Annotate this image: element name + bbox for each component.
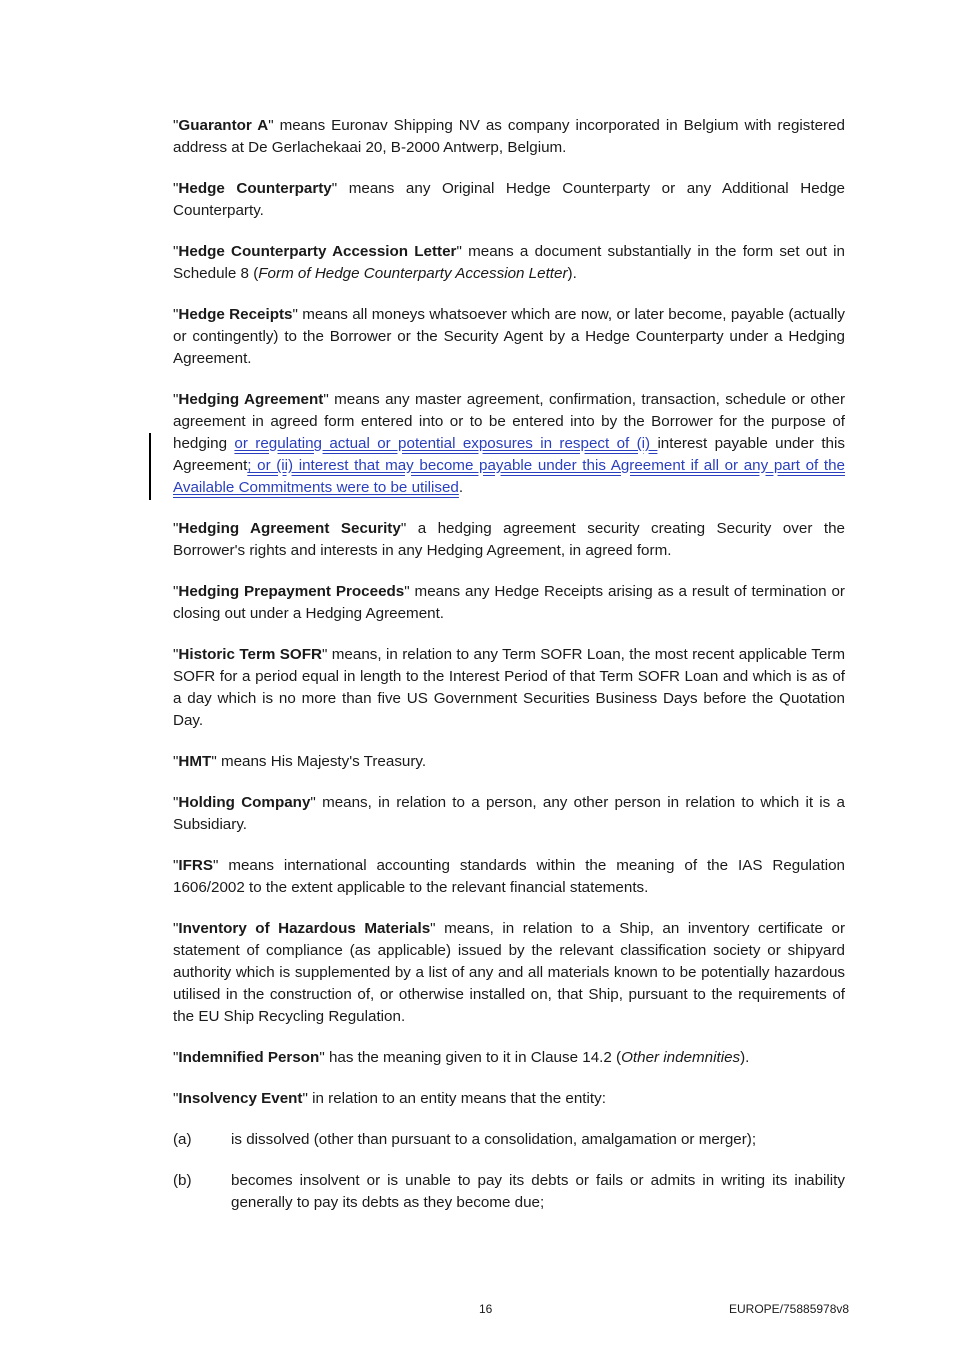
list-item-label: (a) (173, 1131, 192, 1148)
definition-text: means, in relation to a person, any other person in relation to which it is a Subsidiary. (173, 794, 845, 833)
list-item-text: becomes insolvent or is unable to pay its debts or fails or admits in writing its inability generally to pay its debts as they become due; (231, 1172, 845, 1211)
defined-term: HMT (178, 753, 212, 770)
clause-reference: Other indemnities (621, 1049, 741, 1066)
definition-text-end: . (458, 479, 464, 496)
definition-text: means any Original Hedge Counterparty or any Additional Hedge Counterparty. (173, 180, 845, 219)
defined-term: Hedging Prepayment Proceeds (178, 583, 405, 600)
revision-change-bar (149, 433, 151, 500)
definition-text: in relation to an entity means that the entity: (307, 1090, 606, 1107)
defined-term: Hedge Receipts (178, 306, 293, 323)
inserted-text-revision: ; or (ii) interest that may become payable under this Agreement if all or any part of the Available Commitments were to be utilised (173, 457, 845, 496)
definition-text-end: ). (740, 1049, 750, 1066)
definition-historic-term-sofr: "Historic Term SOFR" means, in relation to any Term SOFR Loan, the most recent applicable Term SOFR for a period equal in length to the Interest Period of that Term SOFR Loan and which is as of a day which is no more than five US Government Securities Business Days before the Quotation Day. (173, 646, 846, 729)
definition-text: means, in relation to any Term SOFR Loan, the most recent applicable Term SOFR for a period equal in length to the Interest Period of that Term SOFR Loan and which is as of a day which is no more than five US Government Securities Business Days before the Quotation Day. (173, 646, 846, 729)
definition-text: means all moneys whatsoever which are now, or later become, payable (actually or contingently) to the Borrower or the Security Agent by a Hedge Counterparty under a Hedging Agreement. (173, 306, 845, 367)
clause-reference: Form of Hedge Counterparty Accession Letter (258, 265, 568, 282)
defined-term: Hedging Agreement Security (178, 520, 401, 537)
definition-insolvency-event: "Insolvency Event" in relation to an entity means that the entity: (173, 1090, 606, 1107)
defined-term: Inventory of Hazardous Materials (178, 920, 431, 937)
document-body (173, 115, 845, 1233)
list-item (173, 1129, 845, 1151)
defined-term: Guarantor A (178, 117, 269, 134)
definition-hedging-agreement-security: "Hedging Agreement Security" a hedging agreement security creating Security over the Borrower's rights and interests in any Hedging Agreement, in agreed form. (173, 520, 845, 559)
definition-text-middle: interest payable under this Agreement (173, 435, 845, 474)
defined-term: Hedge Counterparty Accession Letter (178, 243, 457, 260)
definition-hedge-counterparty: "Hedge Counterparty" means any Original Hedge Counterparty or any Additional Hedge Counterparty. (173, 180, 845, 219)
definition-text: a hedging agreement security creating Security over the Borrower's rights and interests in any Hedging Agreement, in agreed form. (173, 520, 845, 559)
definition-text: means, in relation to a Ship, an inventory certificate or statement of compliance (as applicable) issued by the relevant classification society or shipyard authority which is supplemented by a list of any and all materials known to be potentially hazardous utilised in the construction of, or otherwise installed on, that Ship, pursuant to the requirements of the EU Ship Recycling Regulation. (173, 920, 845, 1025)
definition-text: means international accounting standards within the meaning of the IAS Regulation 1606/2002 to the extent applicable to the relevant financial statements. (173, 857, 845, 896)
defined-term: Indemnified Person (178, 1049, 320, 1066)
definition-text: means any master agreement, confirmation, transaction, schedule or other agreement in agreed form entered into or to be entered into by the Borrower for the purpose of hedging (173, 391, 845, 452)
list-item-label: (b) (173, 1172, 192, 1189)
definition-guarantor-a: "Guarantor A" means Euronav Shipping NV as company incorporated in Belgium with registered address at De Gerlachekaai 20, B-2000 Antwerp, Belgium. (173, 117, 845, 156)
definition-text: means His Majesty's Treasury. (216, 753, 427, 770)
defined-term: Hedging Agreement (178, 391, 324, 408)
definition-hedge-counterparty-accession-letter: "Hedge Counterparty Accession Letter" means a document substantially in the form set out in Schedule 8 (Form of Hedge Counterparty Accession Letter). (173, 243, 845, 282)
definition-ifrs: "IFRS" means international accounting standards within the meaning of the IAS Regulation 1606/2002 to the extent applicable to the relevant financial statements. (173, 857, 845, 896)
defined-term: Holding Company (178, 794, 311, 811)
list-item-text: is dissolved (other than pursuant to a consolidation, amalgamation or merger); (231, 1131, 757, 1148)
definition-text: has the meaning given to it in Clause 14.2 ( (324, 1049, 622, 1066)
definition-hedging-agreement: "Hedging Agreement" means any master agreement, confirmation, transaction, schedule or other agreement in agreed form entered into or to be entered into by the Borrower for the purpose of hedging or regulating actual or potential exposures in respect of (i) interest payable under this Agreement; or (ii) interest that may become payable under this Agreement if all or any part of the Available Commitments were to be utilised. (173, 391, 845, 496)
definition-text: means a document substantially in the form set out in Schedule 8 ( (173, 243, 845, 282)
document-reference: EUROPE/75885978v8 (729, 1302, 850, 1316)
defined-term: IFRS (178, 857, 214, 874)
defined-term: Insolvency Event (178, 1090, 303, 1107)
definition-hedge-receipts: "Hedge Receipts" means all moneys whatsoever which are now, or later become, payable (actually or contingently) to the Borrower or the Security Agent by a Hedge Counterparty under a Hedging Agreement. (173, 306, 845, 367)
page-number: 16 (479, 1302, 493, 1316)
definition-hedging-prepayment-proceeds: "Hedging Prepayment Proceeds" means any Hedge Receipts arising as a result of termination or closing out under a Hedging Agreement. (173, 583, 845, 622)
defined-term: Historic Term SOFR (178, 646, 322, 663)
inserted-text-revision: or regulating actual or potential exposures in respect of (i) (234, 435, 658, 452)
definition-text-end: ). (567, 265, 577, 282)
definition-hmt: "HMT" means His Majesty's Treasury. (173, 753, 427, 770)
list-item (173, 1170, 845, 1214)
defined-term: Hedge Counterparty (178, 180, 332, 197)
definition-text: means any Hedge Receipts arising as a result of termination or closing out under a Hedging Agreement. (173, 583, 845, 622)
definition-holding-company: "Holding Company" means, in relation to a person, any other person in relation to which it is a Subsidiary. (173, 794, 845, 833)
definition-inventory-of-hazardous-materials: "Inventory of Hazardous Materials" means, in relation to a Ship, an inventory certificate or statement of compliance (as applicable) issued by the relevant classification society or shipyard authority which is supplemented by a list of any and all materials known to be potentially hazardous utilised in the construction of, or otherwise installed on, that Ship, pursuant to the requirements of the EU Ship Recycling Regulation. (173, 920, 845, 1025)
definition-indemnified-person: "Indemnified Person" has the meaning given to it in Clause 14.2 (Other indemnities). (173, 1049, 750, 1066)
definition-text: means Euronav Shipping NV as company incorporated in Belgium with registered address at De Gerlachekaai 20, B-2000 Antwerp, Belgium. (173, 117, 845, 156)
